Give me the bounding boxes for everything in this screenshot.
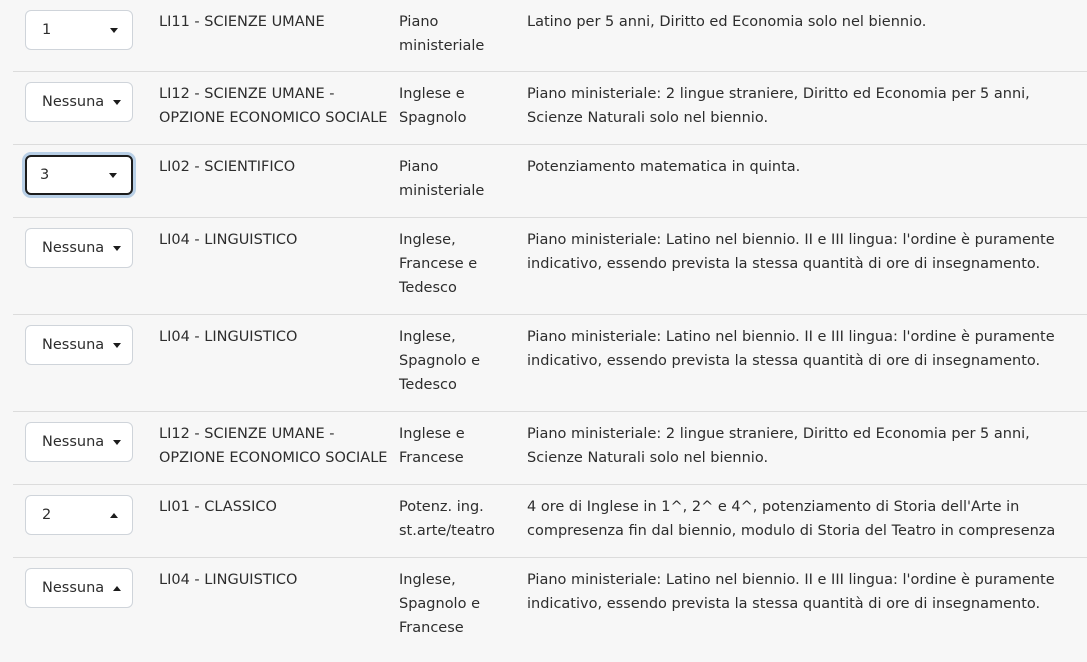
preference-dropdown[interactable] xyxy=(25,495,133,535)
dropdown-value: Nessuna xyxy=(42,337,105,353)
languages: Piano ministeriale xyxy=(399,159,485,199)
preference-dropdown[interactable] xyxy=(25,568,133,608)
dropdown-value: Nessuna xyxy=(42,434,105,450)
school-code: LI04 - LINGUISTICO xyxy=(159,329,298,345)
chevron-up-icon xyxy=(113,586,121,591)
table-row xyxy=(13,412,1087,485)
table-row xyxy=(13,218,1087,315)
languages: Inglese e Francese xyxy=(399,426,465,466)
dropdown-value: Nessuna xyxy=(42,94,105,110)
dropdown-value: Nessuna xyxy=(42,240,105,256)
preference-dropdown[interactable] xyxy=(25,82,133,122)
languages: Potenz. ing. st.arte/teatro xyxy=(399,499,495,539)
preference-dropdown[interactable] xyxy=(25,325,133,365)
languages: Inglese, Spagnolo e Francese xyxy=(399,572,480,636)
description: Piano ministeriale: Latino nel biennio. II e III lingua: l'ordine è puramente indicativo, essendo prevista la stessa quantità di ore di insegnamento. xyxy=(527,329,1055,369)
dropdown-value: 1 xyxy=(42,22,52,38)
chevron-down-icon xyxy=(113,246,121,251)
languages: Inglese, Spagnolo e Tedesco xyxy=(399,329,480,393)
languages: Inglese, Francese e Tedesco xyxy=(399,232,478,296)
table-row xyxy=(13,72,1087,145)
table-row xyxy=(13,558,1087,662)
description: Piano ministeriale: Latino nel biennio. II e III lingua: l'ordine è puramente indicativo, essendo prevista la stessa quantità di ore di insegnamento. xyxy=(527,572,1055,612)
school-code: LI11 - SCIENZE UMANE xyxy=(159,14,325,30)
dropdown-value: 2 xyxy=(42,507,52,523)
description: Potenziamento matematica in quinta. xyxy=(527,159,801,175)
school-code: LI04 - LINGUISTICO xyxy=(159,232,298,248)
chevron-down-icon xyxy=(110,28,118,33)
chevron-up-icon xyxy=(110,513,118,518)
chevron-down-icon xyxy=(113,100,121,105)
description: 4 ore di Inglese in 1^, 2^ e 4^, potenziamento di Storia dell'Arte in compresenza fin dal biennio, modulo di Storia del Teatro in compresenza xyxy=(527,499,1056,539)
table-row xyxy=(13,0,1087,72)
preference-dropdown[interactable] xyxy=(25,10,133,50)
description: Latino per 5 anni, Diritto ed Economia solo nel biennio. xyxy=(527,14,927,30)
school-preferences-table xyxy=(13,0,1087,662)
description: Piano ministeriale: 2 lingue straniere, Diritto ed Economia per 5 anni, Scienze Naturali solo nel biennio. xyxy=(527,426,1030,466)
table-row xyxy=(13,315,1087,412)
school-code: LI04 - LINGUISTICO xyxy=(159,572,298,588)
chevron-down-icon xyxy=(109,173,117,178)
school-code: LI12 - SCIENZE UMANE - OPZIONE ECONOMICO SOCIALE xyxy=(159,426,388,466)
description: Piano ministeriale: 2 lingue straniere, Diritto ed Economia per 5 anni, Scienze Naturali solo nel biennio. xyxy=(527,86,1030,126)
chevron-down-icon xyxy=(113,440,121,445)
languages: Piano ministeriale xyxy=(399,14,485,54)
school-code: LI02 - SCIENTIFICO xyxy=(159,159,296,175)
school-code: LI01 - CLASSICO xyxy=(159,499,277,515)
dropdown-value: 3 xyxy=(40,167,50,183)
dropdown-value: Nessuna xyxy=(42,580,105,596)
chevron-down-icon xyxy=(113,343,121,348)
preference-dropdown[interactable] xyxy=(25,422,133,462)
preference-dropdown[interactable] xyxy=(25,228,133,268)
school-code: LI12 - SCIENZE UMANE - OPZIONE ECONOMICO SOCIALE xyxy=(159,86,388,126)
table-row xyxy=(13,485,1087,558)
languages: Inglese e Spagnolo xyxy=(399,86,467,126)
table-row xyxy=(13,145,1087,218)
preference-dropdown[interactable] xyxy=(25,155,133,195)
description: Piano ministeriale: Latino nel biennio. II e III lingua: l'ordine è puramente indicativo, essendo prevista la stessa quantità di ore di insegnamento. xyxy=(527,232,1055,272)
